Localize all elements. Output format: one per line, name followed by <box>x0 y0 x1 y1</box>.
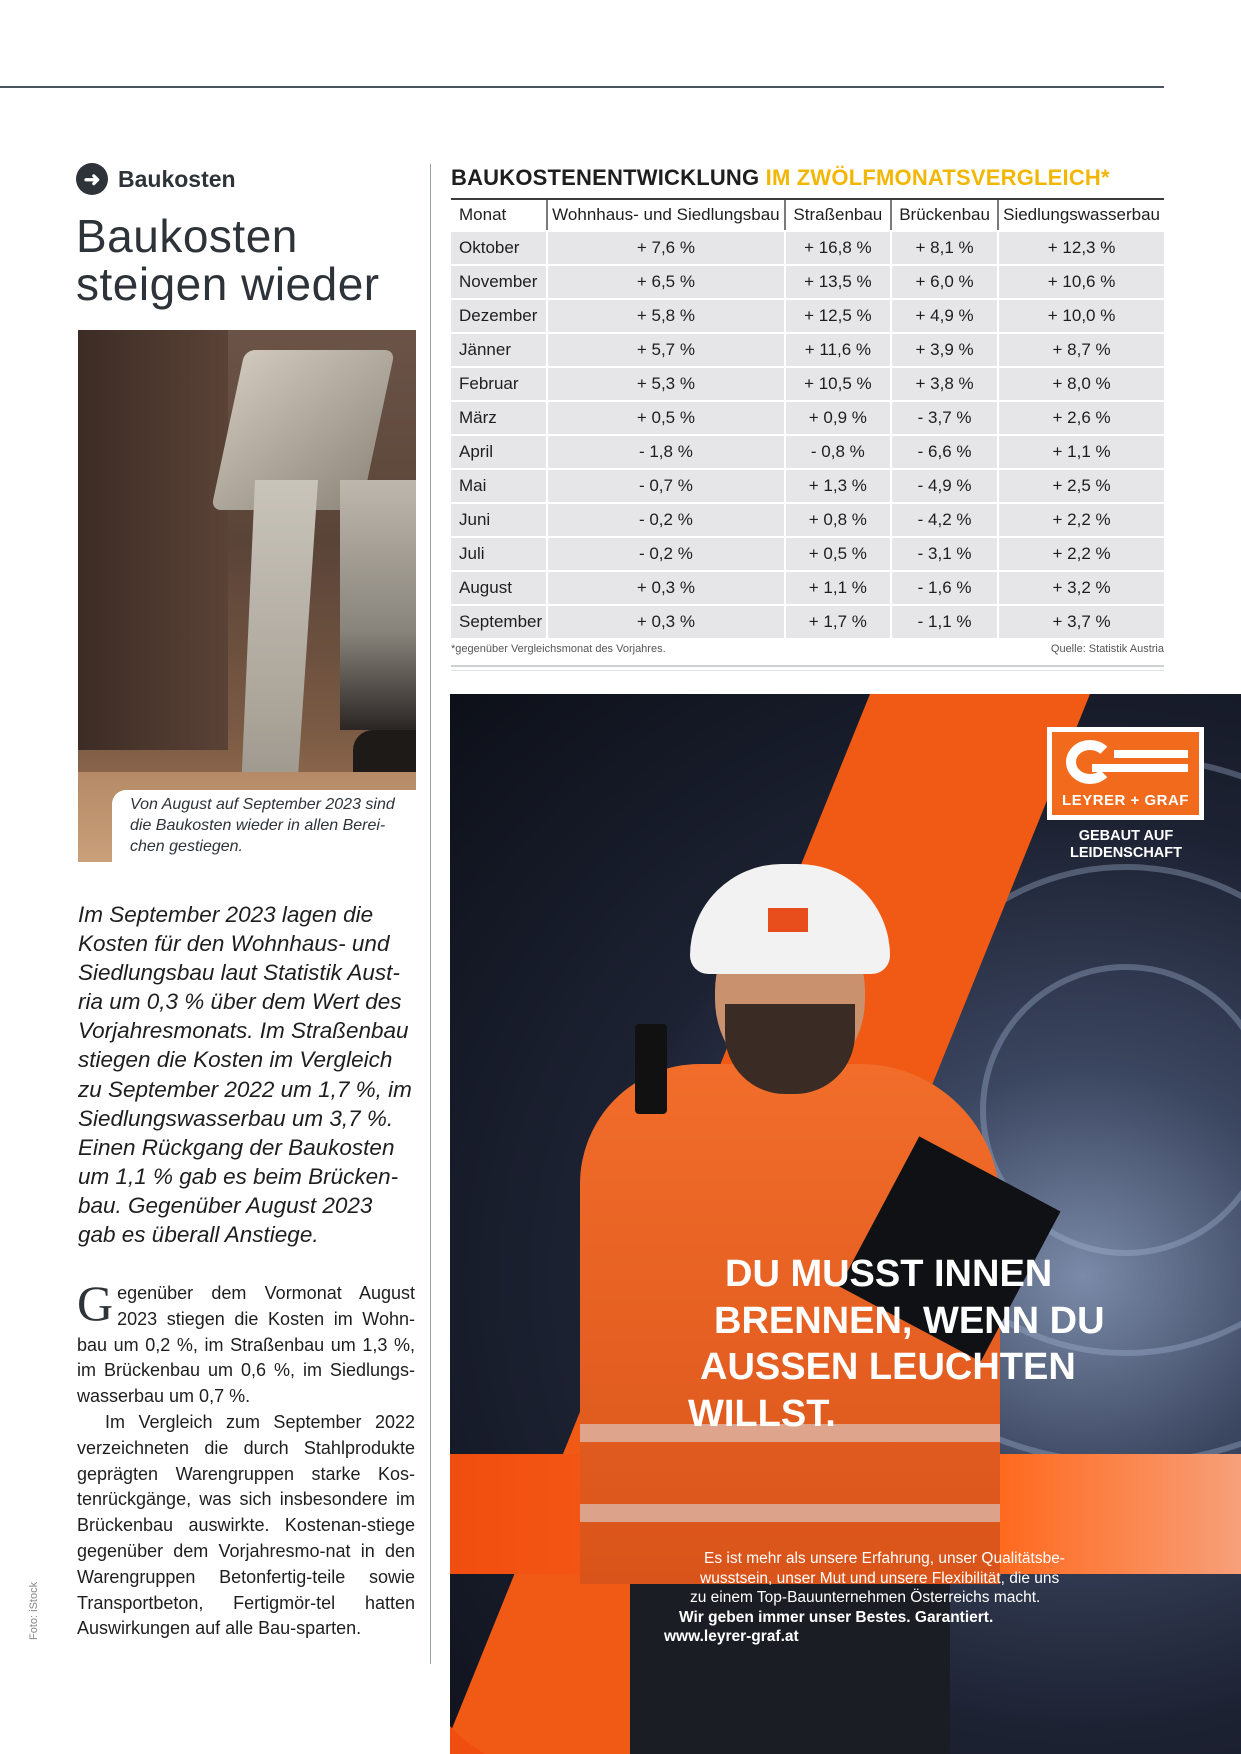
concrete-pour-photo <box>78 330 416 862</box>
month-cell: März <box>451 400 546 434</box>
percent-change-cell: + 16,8 % <box>784 230 890 264</box>
slogan-line-4: WILLST. <box>688 1393 836 1435</box>
body-paragraph-2: Im Vergleich zum September 2022 verzeichneten die durch Stahlprodukte geprägten Warengruppen starke Kos-tenrückgänge, was sich insbesondere im Brückenbau auswirkte. Kostenan-stiege gegenüber dem Vorjahresmo-nat in den Warengruppen Betonfertig-teile sowie Transportbeton, Fertigmör-tel hatten Auswirkungen auf alle Bau-sparten. <box>77 1411 415 1639</box>
header-strassenbau: Straßenbau <box>784 200 890 230</box>
header-siedlungswasserbau: Siedlungswasserbau <box>997 200 1164 230</box>
percent-change-cell: + 0,3 % <box>546 570 783 604</box>
ad-website-link[interactable]: www.leyrer-graf.at <box>664 1628 799 1645</box>
percent-change-cell: + 1,1 % <box>784 570 890 604</box>
percent-change-cell: + 11,6 % <box>784 332 890 366</box>
month-cell: September <box>451 604 546 638</box>
table-row <box>451 366 1164 400</box>
percent-change-cell: + 2,2 % <box>997 536 1164 570</box>
month-cell: Februar <box>451 366 546 400</box>
percent-change-cell: + 2,6 % <box>997 400 1164 434</box>
percent-change-cell: + 5,7 % <box>546 332 783 366</box>
percent-change-cell: + 6,5 % <box>546 264 783 298</box>
table-title <box>451 165 1110 191</box>
percent-change-cell: + 2,2 % <box>997 502 1164 536</box>
percent-change-cell: - 0,7 % <box>546 468 783 502</box>
percent-change-cell: + 3,7 % <box>997 604 1164 638</box>
table-row <box>451 264 1164 298</box>
drop-cap: G <box>77 1275 114 1331</box>
table-row <box>451 298 1164 332</box>
photo-credit: Foto: iStock <box>28 1581 40 1640</box>
percent-change-cell: + 8,7 % <box>997 332 1164 366</box>
percent-change-cell: + 1,1 % <box>997 434 1164 468</box>
percent-change-cell: + 0,8 % <box>784 502 890 536</box>
percent-change-cell: + 13,5 % <box>784 264 890 298</box>
ad-copy-line-2: wusstsein, unser Mut und unsere Flexibilität, die uns <box>700 1569 1060 1587</box>
percent-change-cell: - 3,1 % <box>890 536 997 570</box>
leyrer-graf-logo <box>1047 727 1204 820</box>
percent-change-cell: - 4,2 % <box>890 502 997 536</box>
logo-text: LEYRER + GRAF <box>1062 792 1189 809</box>
percent-change-cell: + 7,6 % <box>546 230 783 264</box>
article-lead: Im September 2023 lagen die Kosten für den Wohnhaus- und Siedlungsbau laut Statistik Aust-ria um 0,3 % über dem Wert des Vorjahresmonats. Im Straßenbau stiegen die Kosten im Vergleich zu September 2022 um 1,7 %, im Siedlungswasserbau um 3,7 %. Einen Rückgang der Baukosten um 1,1 % gab es beim Brücken-bau. Gegenüber August 2023 gab es überall Anstiege. <box>78 902 412 1248</box>
table-row <box>451 502 1164 536</box>
month-cell: Mai <box>451 468 546 502</box>
percent-change-cell: + 3,8 % <box>890 366 997 400</box>
table-footnote: *gegenüber Vergleichsmonat des Vorjahres. <box>451 643 666 655</box>
ad-copy-line-1: Es ist mehr als unsere Erfahrung, unser Qualitätsbe- <box>704 1550 1065 1567</box>
section-label-text: Baukosten <box>118 165 236 192</box>
table-row <box>451 536 1164 570</box>
table-source: Quelle: Statistik Austria <box>1050 643 1164 655</box>
slogan-line-1: DU MUSST INNEN <box>725 1253 1053 1295</box>
table-row <box>451 332 1164 366</box>
percent-change-cell: + 4,9 % <box>890 298 997 332</box>
percent-change-cell: + 2,5 % <box>997 468 1164 502</box>
month-cell: Oktober <box>451 230 546 264</box>
article-body <box>77 1275 415 1642</box>
body-paragraph-1 <box>77 1275 415 1410</box>
table-row <box>451 434 1164 468</box>
percent-change-cell: + 5,8 % <box>546 298 783 332</box>
percent-change-cell: - 6,6 % <box>890 434 997 468</box>
top-rule <box>0 86 1164 88</box>
percent-change-cell: + 1,3 % <box>784 468 890 502</box>
header-monat: Monat <box>459 205 507 224</box>
header-wohnhaus: Wohnhaus- und Siedlungsbau <box>546 200 783 230</box>
percent-change-cell: - 1,1 % <box>890 604 997 638</box>
tagline-line-1: GEBAUT AUF <box>1078 828 1174 844</box>
table-title-part-2: IM ZWÖLFMONATSVERGLEICH* <box>765 165 1110 190</box>
percent-change-cell: - 3,7 % <box>890 400 997 434</box>
table-row <box>451 570 1164 604</box>
percent-change-cell: + 10,5 % <box>784 366 890 400</box>
month-cell: Jänner <box>451 332 546 366</box>
ad-copy-line-4: Wir geben immer unser Bestes. Garantiert. <box>679 1608 994 1626</box>
ad-copy <box>660 1549 1110 1647</box>
table-title-part-1: BAUKOSTENENTWICKLUNG <box>451 165 760 190</box>
table-bottom-rule-thin <box>451 670 1164 671</box>
body-paragraph-1-text: egenüber dem Vormonat August 2023 stiegen die Kosten im Wohn-bau um 0,2 %, im Straßenbau um 1,3 %, im Brückenbau um 0,6 %, im Siedlungs-wasserbau um 0,7 %. <box>77 1283 415 1407</box>
percent-change-cell: + 10,0 % <box>997 298 1164 332</box>
table-row <box>451 400 1164 434</box>
month-cell: April <box>451 434 546 468</box>
percent-change-cell: + 8,1 % <box>890 230 997 264</box>
percent-change-cell: + 8,0 % <box>997 366 1164 400</box>
column-divider <box>430 164 431 1664</box>
month-cell: November <box>451 264 546 298</box>
percent-change-cell: + 0,3 % <box>546 604 783 638</box>
slogan-line-3: AUSSEN LEUCHTEN <box>700 1346 1076 1388</box>
tagline-line-2: LEIDENSCHAFT <box>1070 845 1182 861</box>
headline-line-1: Baukosten <box>76 210 298 262</box>
photo-caption: Von August auf September 2023 sind die Baukosten wieder in allen Berei-chen gestiegen. <box>130 796 395 855</box>
ad-copy-line-3: zu einem Top-Bauunternehmen Österreichs macht. <box>690 1589 1041 1606</box>
percent-change-cell: - 0,8 % <box>784 434 890 468</box>
table-header-row <box>451 200 1164 230</box>
logo-g-mark-icon <box>1066 740 1114 784</box>
percent-change-cell: - 0,2 % <box>546 502 783 536</box>
table-row <box>451 468 1164 502</box>
slogan-line-2: BRENNEN, WENN DU <box>714 1300 1105 1342</box>
percent-change-cell: - 0,2 % <box>546 536 783 570</box>
ad-tagline <box>1040 828 1212 862</box>
percent-change-cell: + 12,3 % <box>997 230 1164 264</box>
headline-line-2: steigen wieder <box>76 258 380 310</box>
arrow-right-icon: ➜ <box>76 163 108 195</box>
percent-change-cell: + 0,9 % <box>784 400 890 434</box>
section-label <box>76 163 236 195</box>
construction-cost-table <box>451 200 1164 638</box>
percent-change-cell: + 1,7 % <box>784 604 890 638</box>
percent-change-cell: + 5,3 % <box>546 366 783 400</box>
percent-change-cell: + 0,5 % <box>784 536 890 570</box>
header-brueckenbau: Brückenbau <box>890 200 997 230</box>
month-cell: Dezember <box>451 298 546 332</box>
percent-change-cell: + 3,2 % <box>997 570 1164 604</box>
table-row <box>451 230 1164 264</box>
table-row <box>451 604 1164 638</box>
percent-change-cell: - 4,9 % <box>890 468 997 502</box>
percent-change-cell: + 0,5 % <box>546 400 783 434</box>
percent-change-cell: + 10,6 % <box>997 264 1164 298</box>
percent-change-cell: + 6,0 % <box>890 264 997 298</box>
percent-change-cell: + 3,9 % <box>890 332 997 366</box>
percent-change-cell: - 1,8 % <box>546 434 783 468</box>
article-headline <box>76 212 416 308</box>
month-cell: August <box>451 570 546 604</box>
percent-change-cell: - 1,6 % <box>890 570 997 604</box>
percent-change-cell: + 12,5 % <box>784 298 890 332</box>
month-cell: Juni <box>451 502 546 536</box>
month-cell: Juli <box>451 536 546 570</box>
table-bottom-rule <box>451 665 1164 667</box>
